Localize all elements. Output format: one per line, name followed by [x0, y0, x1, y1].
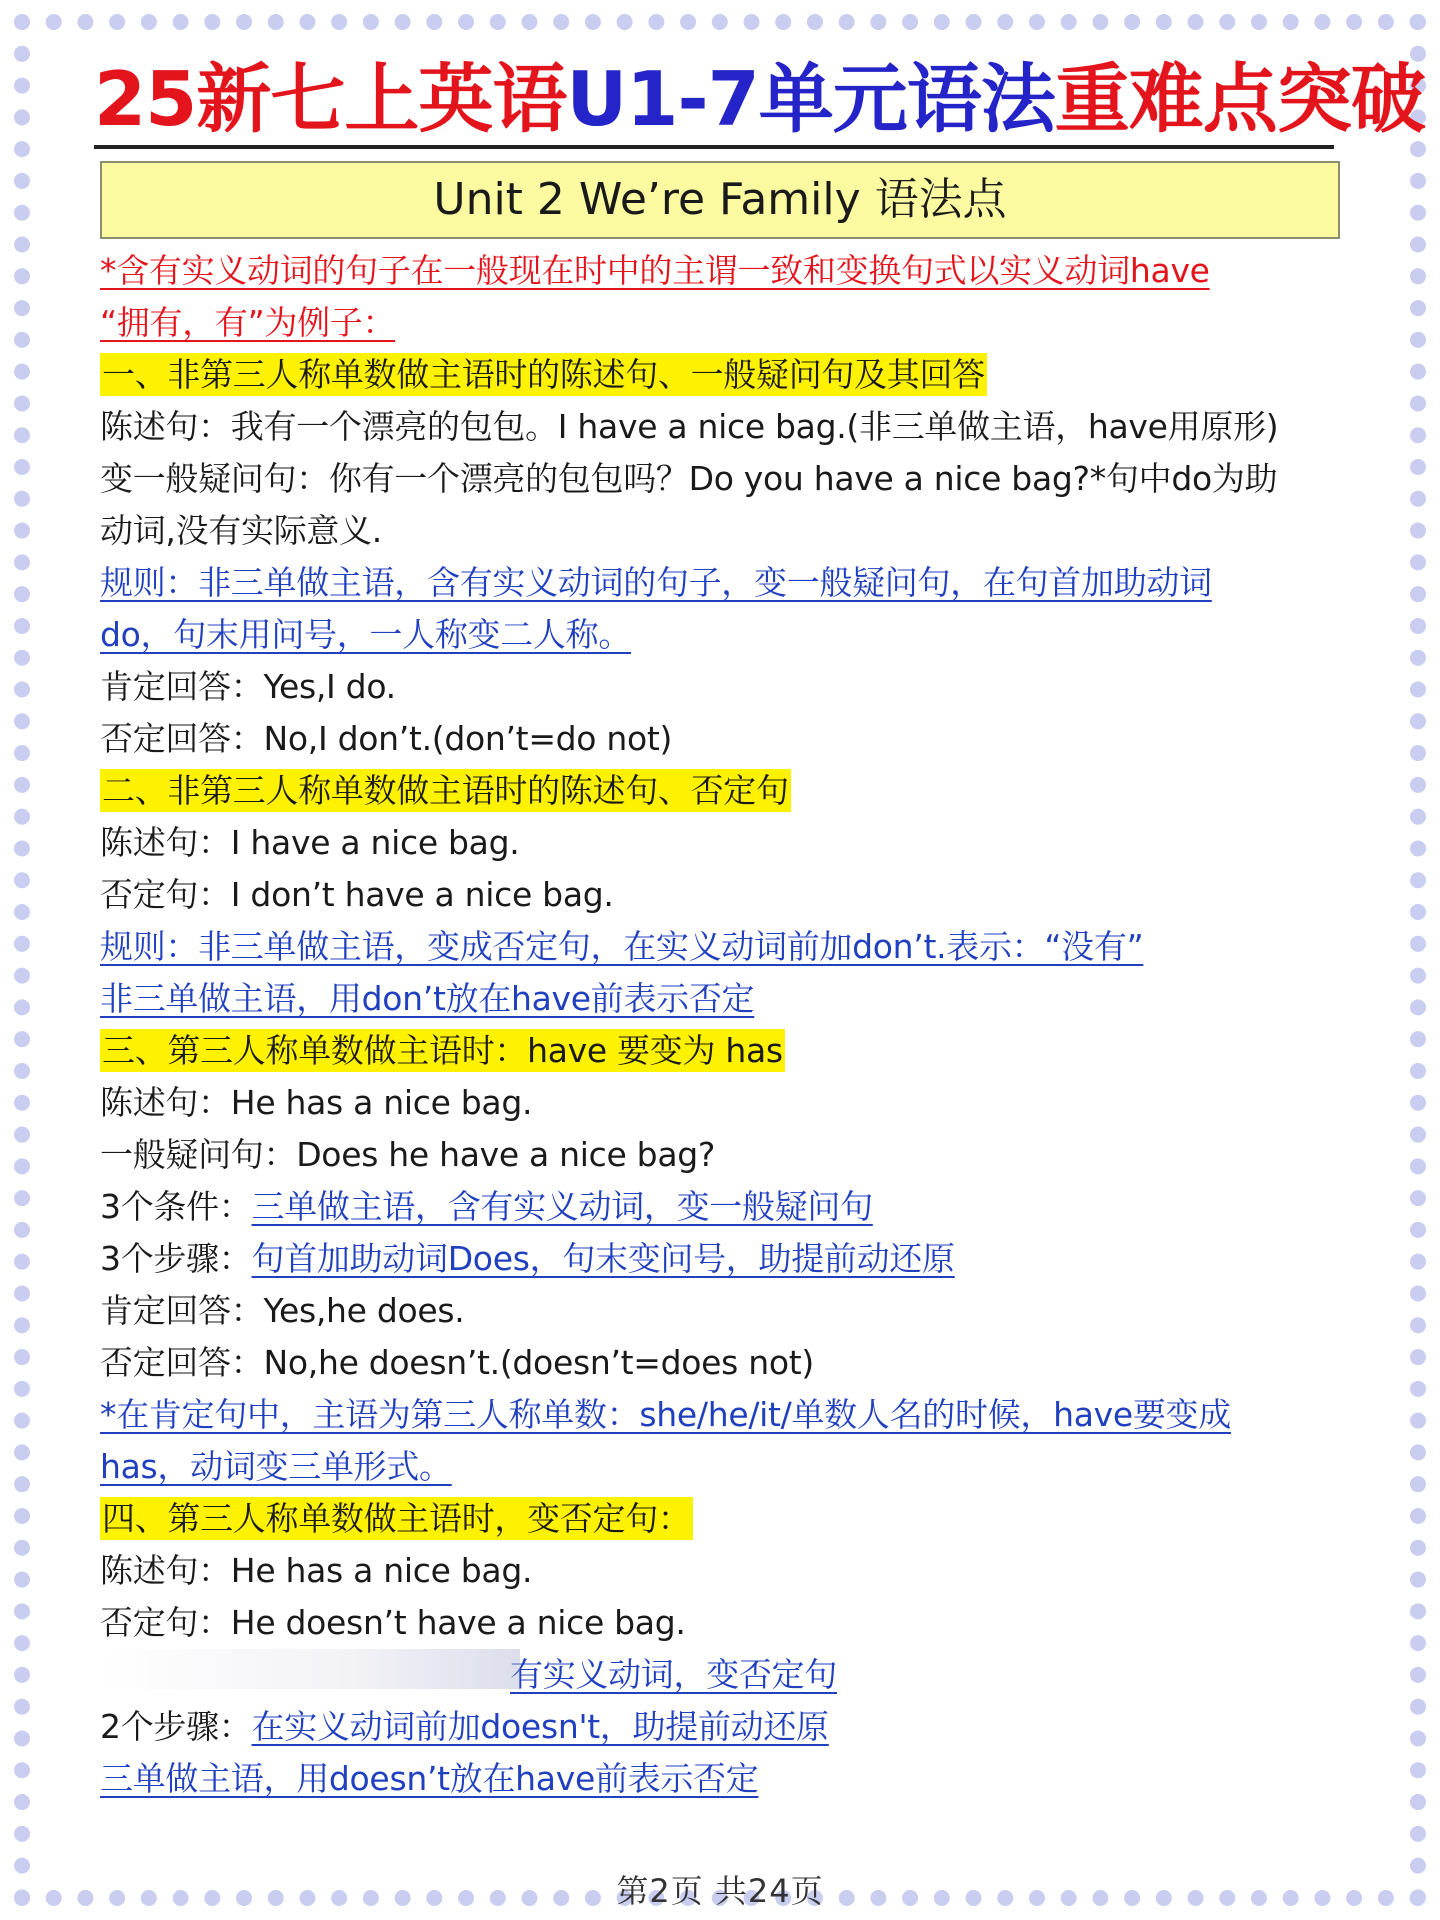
steps-label: 3个步骤： — [100, 1238, 252, 1278]
page-title — [94, 55, 1425, 149]
conditions-text: 三单做主语，含有实义动词，变一般疑问句 — [251, 1186, 873, 1226]
section-4-heading: 四、第三人称单数做主语时，变否定句： — [102, 1498, 691, 1538]
section-4-rule: 三单做主语，用doesn’t放在have前表示否定 — [100, 1758, 759, 1798]
worksheet-page — [94, 55, 1425, 1805]
section-3-heading: 三、第三人称单数做主语时：have 要变为 has — [102, 1030, 783, 1070]
section-3-conditions — [100, 1181, 1350, 1233]
faded-overlay — [100, 1649, 520, 1689]
section-1-question-2: 动词,没有实际意义. — [100, 510, 382, 550]
section-1-yes-answer: 肯定回答：Yes,I do. — [100, 666, 396, 706]
section-3-no-answer: 否定回答：No,he doesn’t.(doesn’t=does not) — [100, 1342, 814, 1382]
steps-text: 句首加助动词Does，句末变问号，助提前动还原 — [251, 1238, 955, 1278]
section-1-question-1: 变一般疑问句：你有一个漂亮的包包吗？Do you have a nice bag?*句中do为助 — [100, 458, 1278, 498]
section-4-steps — [100, 1701, 1350, 1753]
section-4-negative: 否定句：He doesn’t have a nice bag. — [100, 1602, 686, 1642]
intro-line-2: “拥有，有”为例子： — [100, 302, 396, 342]
section-1-heading: 一、非第三人称单数做主语时的陈述句、一般疑问句及其回答 — [102, 354, 985, 394]
title-part-red-2: 重难点突破 — [1054, 55, 1425, 143]
section-1-rule-1: 规则：非三单做主语，含有实义动词的句子，变一般疑问句，在句首加助动词 — [100, 562, 1212, 602]
section-3-steps — [100, 1233, 1350, 1285]
conditions-label: 3个条件： — [100, 1186, 252, 1226]
section-2-heading: 二、非第三人称单数做主语时的陈述句、否定句 — [102, 770, 789, 810]
steps-label-2: 2个步骤： — [100, 1706, 252, 1746]
section-3-note-1: *在肯定句中，主语为第三人称单数：she/he/it/单数人名的时候，have要变成 — [100, 1394, 1231, 1434]
section-2-negative: 否定句：I don’t have a nice bag. — [100, 874, 614, 914]
unit-heading: Unit 2 We’re Family 语法点 — [100, 161, 1340, 239]
section-1-statement: 陈述句：我有一个漂亮的包包。I have a nice bag.(非三单做主语，have用原形) — [100, 406, 1279, 446]
section-2-statement: 陈述句：I have a nice bag. — [100, 822, 520, 862]
title-part-blue: U1-7单元语法 — [566, 55, 1055, 143]
steps-text-2: 在实义动词前加doesn't，助提前动还原 — [251, 1706, 829, 1746]
section-3-statement: 陈述句：He has a nice bag. — [100, 1082, 533, 1122]
section-2-rule-2: 非三单做主语，用don’t放在have前表示否定 — [100, 978, 755, 1018]
title-part-red-1: 25新七上英语 — [94, 55, 567, 143]
section-4-partial-line: 有实义动词，变否定句 — [510, 1654, 838, 1694]
section-3-note-2: has，动词变三单形式。 — [100, 1446, 452, 1486]
section-3-question: 一般疑问句：Does he have a nice bag? — [100, 1134, 716, 1174]
section-4-statement: 陈述句：He has a nice bag. — [100, 1550, 533, 1590]
section-3-yes-answer: 肯定回答：Yes,he does. — [100, 1290, 465, 1330]
intro-line-1: *含有实义动词的句子在一般现在时中的主谓一致和变换句式以实义动词have — [100, 250, 1210, 290]
section-1-no-answer: 否定回答：No,I don’t.(don’t=do not) — [100, 718, 673, 758]
section-2-rule-1: 规则：非三单做主语，变成否定句，在实义动词前加don’t.表示：“没有” — [100, 926, 1144, 966]
section-1-rule-2: do，句末用问号，一人称变二人称。 — [100, 614, 632, 654]
page-number: 第2页 共24页 — [616, 1872, 824, 1910]
